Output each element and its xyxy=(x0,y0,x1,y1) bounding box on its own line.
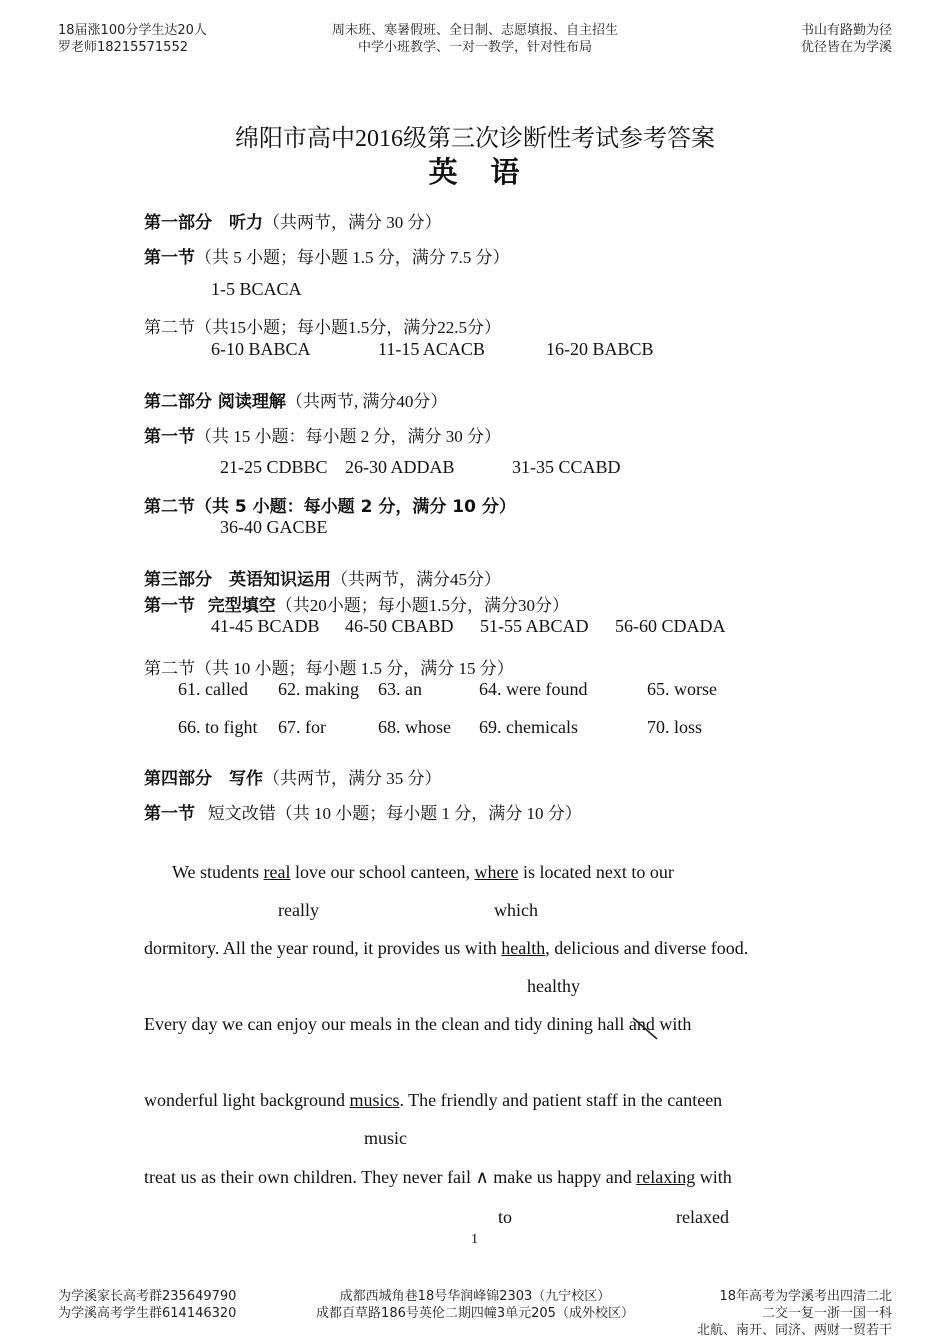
correction-relaxed: relaxed xyxy=(676,1207,729,1227)
answer-63: 63. an xyxy=(378,679,422,699)
page-number: 1 xyxy=(471,1232,478,1247)
answer-51-55: 51-55 ABCAD xyxy=(480,616,589,636)
essay-text: wonderful light background xyxy=(144,1090,350,1110)
essay-text: make us happy and xyxy=(488,1167,637,1187)
essay-line-2 xyxy=(144,938,748,959)
deleted-word-and: and xyxy=(629,1014,655,1035)
footer-right-line-1: 18年高考为学溪考出四清二北 xyxy=(719,1289,892,1304)
part1-s2-note: （共15小题；每小题1.5分，满分22.5分） xyxy=(195,318,501,337)
subject-title: 英 语 xyxy=(428,155,522,189)
footer-center-line-1: 成都西城角巷18号华润峰锦2303（九宁校区） xyxy=(339,1289,611,1304)
answer-67: 67. for xyxy=(278,717,326,737)
essay-text: with xyxy=(654,1014,692,1034)
footer-left-line-2: 为学溪高考学生群614146320 xyxy=(58,1306,237,1321)
part2-note: （共两节, 满分40分） xyxy=(285,392,448,411)
part4-heading-row xyxy=(144,764,442,789)
header-center-line-1: 周末班、寒暑假班、全日制、志愿填报、自主招生 xyxy=(331,23,618,38)
essay-text: . The friendly and patient staff in the canteen xyxy=(399,1090,723,1110)
footer-left-line-1: 为学溪家长高考群235649790 xyxy=(58,1289,237,1304)
answer-41-45: 41-45 BCADB xyxy=(211,616,320,636)
part2-s1-row xyxy=(144,422,501,447)
answer-31-35: 31-35 CCABD xyxy=(512,457,621,477)
error-word-where: where xyxy=(474,862,519,882)
answer-68: 68. whose xyxy=(378,717,451,737)
header-right-line-1: 书山有路勤为径 xyxy=(800,23,892,38)
part2-s2-label: 第二节 xyxy=(144,497,195,517)
answer-69: 69. chemicals xyxy=(479,717,578,737)
part2-s1-note: （共 15 小题：每小题 2 分，满分 30 分） xyxy=(195,427,501,446)
essay-text: We students xyxy=(172,862,264,882)
essay-line-1 xyxy=(172,862,674,883)
part1-s1-note: （共 5 小题；每小题 1.5 分，满分 7.5 分） xyxy=(195,248,510,267)
answer-66: 66. to fight xyxy=(178,717,258,737)
essay-text: with xyxy=(695,1167,732,1187)
header-left-line-2: 罗老师18215571552 xyxy=(58,40,188,55)
part2-heading-row xyxy=(144,387,447,412)
error-word-relaxing: relaxing xyxy=(636,1167,696,1187)
part3-s2-row xyxy=(144,654,514,679)
part1-s2-row xyxy=(144,313,501,338)
footer-center-line-2: 成都百草路186号英伦二期四幢3单元205（成外校区） xyxy=(316,1306,634,1321)
essay-text: treat us as their own children. They never fail xyxy=(144,1167,476,1187)
part2-s1-label: 第一节 xyxy=(144,427,195,447)
part4-s1-note: （共 10 小题；每小题 1 分，满分 10 分） xyxy=(275,804,582,823)
strike-mark-icon xyxy=(629,1014,659,1044)
part1-s1-row xyxy=(144,243,510,268)
answer-62: 62. making xyxy=(278,679,359,699)
answer-46-50: 46-50 CBABD xyxy=(345,616,454,636)
part1-s1-label: 第一节 xyxy=(144,248,195,268)
part1-s2-label: 第二节 xyxy=(144,318,195,338)
error-word-musics: musics xyxy=(349,1090,400,1110)
essay-text: dormitory. All the year round, it provides us with xyxy=(144,938,502,958)
answer-64: 64. were found xyxy=(479,679,588,699)
correction-really: really xyxy=(278,900,319,920)
essay-text: Every day we can enjoy our meals in the clean and tidy dining hall xyxy=(144,1014,629,1034)
part3-heading-row xyxy=(144,565,501,590)
essay-line-4 xyxy=(144,1090,722,1111)
footer-right-line-3: 北航、南开、同济、两财一贸若干 xyxy=(696,1323,892,1338)
page-title: 绵阳市高中2016级第三次诊断性考试参考答案 xyxy=(235,126,715,152)
part3-heading: 第三部分 英语知识运用 xyxy=(144,570,331,590)
part4-heading: 第四部分 写作 xyxy=(144,769,263,789)
answer-11-15: 11-15 ACACB xyxy=(378,339,485,359)
header-right-line-2: 优径皆在为学溪 xyxy=(800,40,892,55)
essay-line-3 xyxy=(144,1014,691,1035)
part2-heading: 第二部分 阅读理解 xyxy=(144,392,286,412)
part4-note: （共两节，满分 35 分） xyxy=(263,769,442,788)
header-left-line-1: 18届涨100分学生达20人 xyxy=(58,23,207,38)
answer-70: 70. loss xyxy=(647,717,703,737)
part1-heading: 第一部分 听力 xyxy=(144,213,263,233)
answer-16-20: 16-20 BABCB xyxy=(546,339,654,359)
answer-65: 65. worse xyxy=(647,679,717,699)
correction-which: which xyxy=(494,900,538,920)
part3-s2-note: （共 10 小题；每小题 1.5 分，满分 15 分） xyxy=(195,659,514,678)
answer-36-40: 36-40 GACBE xyxy=(220,517,328,537)
part3-s2-label: 第二节 xyxy=(144,659,195,679)
essay-text: love our school canteen, xyxy=(290,862,475,882)
header-right xyxy=(801,22,892,56)
essay-text: , delicious and diverse food. xyxy=(545,938,749,958)
answer-56-60: 56-60 CDADA xyxy=(615,616,726,636)
part2-s2-note: （共 5 小题：每小题 2 分，满分 10 分） xyxy=(195,497,516,517)
part4-s1-label: 第一节 xyxy=(144,804,195,824)
footer-right-line-2: 二交一复一浙一国一科 xyxy=(761,1306,892,1321)
essay-text: is located next to our xyxy=(518,862,674,882)
part2-s2-row xyxy=(144,492,516,517)
part4-s1-row xyxy=(144,799,582,824)
header-center-line-2: 中学小班教学、一对一教学，针对性布局 xyxy=(357,40,592,55)
part3-s1-note: （共20小题；每小题1.5分，满分30分） xyxy=(275,596,569,615)
part3-s1-label: 第一节 xyxy=(144,596,195,616)
error-word-health: health xyxy=(501,938,546,958)
insert-caret-icon: ∧ xyxy=(475,1167,489,1188)
answer-6-10: 6-10 BABCA xyxy=(211,339,311,359)
footer-right xyxy=(697,1288,892,1339)
answer-1-5: 1-5 BCACA xyxy=(211,279,302,299)
part3-s1-row xyxy=(144,591,569,616)
correction-music: music xyxy=(364,1128,407,1148)
part1-heading-row xyxy=(144,208,442,233)
part3-s1-sublabel: 完型填空 xyxy=(207,596,276,616)
correction-to: to xyxy=(498,1207,513,1227)
answer-61: 61. called xyxy=(178,679,248,699)
part4-s1-sublabel: 短文改错 xyxy=(207,804,276,824)
error-word-real: real xyxy=(263,862,291,882)
essay-line-5 xyxy=(144,1167,732,1188)
correction-healthy: healthy xyxy=(527,976,580,996)
part1-note: （共两节，满分 30 分） xyxy=(263,213,442,232)
answer-26-30: 26-30 ADDAB xyxy=(345,457,455,477)
answer-21-25: 21-25 CDBBC xyxy=(220,457,328,477)
part3-note: （共两节，满分45分） xyxy=(331,570,501,589)
